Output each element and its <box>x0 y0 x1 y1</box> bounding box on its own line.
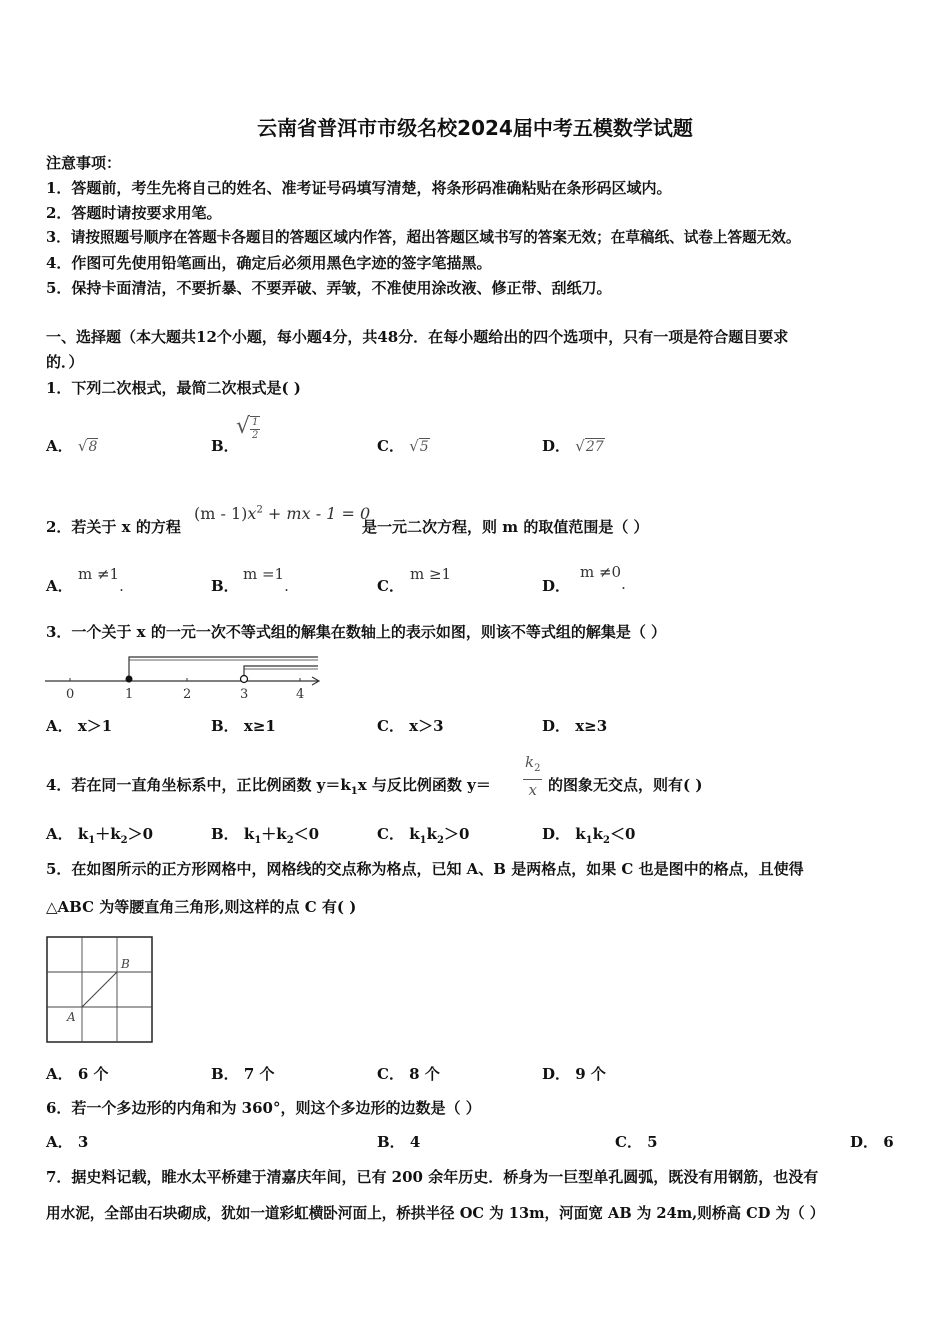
q2-option-d-label: D． <box>542 577 571 595</box>
tick-label: 0 <box>66 687 75 702</box>
number-line-figure <box>40 652 330 704</box>
option-dot: . <box>621 575 626 593</box>
question-5-line1: 5．在如图所示的正方形网格中，网格线的交点称为格点，已知 A、B 是两格点，如果 C 也是图中的格点，且使得 <box>46 860 804 878</box>
option-part: ＞0 <box>127 825 154 843</box>
sqrt-expression: √ $\frac{1}{2}$ <box>236 414 259 441</box>
sqrt-expression: √27 <box>575 437 604 455</box>
subscript: 1 <box>350 786 358 797</box>
square-grid-figure <box>45 935 155 1045</box>
subscript: 2 <box>286 835 294 846</box>
notes-item: 5．保持卡面清洁，不要折暴、不要弄破、弄皱，不准使用涂改液、修正带、刮纸刀。 <box>46 279 612 297</box>
q4-option-d <box>542 824 635 851</box>
fraction <box>250 416 260 442</box>
subscript: 2 <box>436 835 444 846</box>
radicand: 5 <box>419 439 429 455</box>
question-5-line2: △ABC 为等腰直角三角形,则这样的点 C 有( ) <box>46 898 357 916</box>
hollow-dot-icon <box>241 676 248 683</box>
option-part: ＜0 <box>293 825 320 843</box>
subscript: 2 <box>603 835 610 846</box>
q6-option-c: C． 5 <box>615 1133 658 1151</box>
q1-option-b <box>211 436 239 456</box>
option-part: k <box>592 825 604 843</box>
subscript: 1 <box>419 835 427 846</box>
option-label: B． <box>211 825 239 843</box>
option-part: k <box>409 825 420 843</box>
q2-option-d <box>580 563 626 593</box>
option-dot: . <box>119 577 124 595</box>
option-part: k <box>243 825 255 843</box>
option-value: m =1 <box>243 565 285 583</box>
notes-heading: 注意事项： <box>46 154 122 172</box>
q1-option-d <box>542 436 605 457</box>
q1-option-a <box>46 436 98 457</box>
notes-item: 3．请按照题号顺序在答题卡各题目的答题区域内作答，超出答题区域书写的答案无效；在草稿纸、试卷上答题无效。 <box>46 229 801 246</box>
q2-option-c <box>410 565 451 583</box>
question-2-stem-a: 2．若关于 x 的方程 <box>46 518 181 536</box>
notes-item: 4．作图可先使用铅笔画出，确定后必须用黑色字迹的签字笔描黑。 <box>46 254 492 272</box>
q6-option-d: D． 6 <box>850 1133 894 1151</box>
fraction <box>523 752 542 800</box>
radicand: 8 <box>88 439 98 455</box>
option-value: m ≠1 <box>78 565 120 583</box>
q4-option-a <box>46 824 153 851</box>
option-dot: . <box>284 577 289 595</box>
segment-ab <box>82 972 117 1007</box>
question-4-stem-end: 的图象无交点，则有( ) <box>548 776 703 794</box>
question-7-line1: 7．据史料记载，睢水太平桥建于清嘉庆年间，已有 200 余年历史．桥身为一巨型单孔圆弧，既没有用钢筋，也没有 <box>46 1168 819 1186</box>
notes-item: 1．答题前，考生先将自己的姓名、准考证号码填写清楚，将条形码准确粘贴在条形码区域内。 <box>46 179 672 197</box>
option-label: C． <box>377 825 404 843</box>
equation-part: + mx - 1 = 0 <box>262 504 371 523</box>
tick-label: 2 <box>183 687 192 702</box>
option-part: ＞0 <box>443 825 470 843</box>
equation-exponent: 2 <box>256 504 263 516</box>
option-label: B． <box>211 437 239 455</box>
subscript: 2 <box>120 835 128 846</box>
point-label-a: A <box>67 1010 76 1024</box>
question-6-stem: 6．若一个多边形的内角和为 360°，则这个多边形的边数是（ ） <box>46 1099 481 1117</box>
tick-label: 4 <box>296 687 305 702</box>
sqrt-expression: √8 <box>77 437 98 455</box>
option-value: m ≠0 <box>580 563 622 581</box>
question-1-stem: 1．下列二次根式，最简二次根式是( ) <box>46 379 301 397</box>
q3-option-d: D． x≥3 <box>542 717 608 735</box>
subscript: 1 <box>88 835 96 846</box>
range-bracket-x-gt-3 <box>244 666 318 679</box>
option-part: ＋k <box>95 825 121 843</box>
option-label: A． <box>46 825 73 843</box>
q4-option-b <box>211 824 319 851</box>
option-value: m ≥1 <box>410 565 452 583</box>
option-part: k <box>77 825 89 843</box>
q2-option-b-label: B． <box>211 577 239 595</box>
equation-part: (m - 1) <box>194 504 248 523</box>
equation <box>194 504 370 523</box>
option-part: k <box>426 825 437 843</box>
fraction-denominator: 2 <box>252 429 259 441</box>
q3-option-b: B． x≥1 <box>211 717 276 735</box>
point-label-b: B <box>121 957 130 971</box>
fraction-numerator <box>523 752 542 780</box>
option-label: D． <box>542 437 571 455</box>
notes-item: 2．答题时请按要求用笔。 <box>46 204 222 222</box>
equation-var: x <box>247 504 257 523</box>
option-label: C． <box>377 437 404 455</box>
stem-text: x 与反比例函数 y＝ <box>357 776 491 794</box>
q3-option-c: C． x＞3 <box>377 717 444 735</box>
q2-option-a-label: A． <box>46 577 73 595</box>
question-4-stem <box>46 775 491 802</box>
q6-option-b: B． 4 <box>377 1133 421 1151</box>
subscript: 1 <box>254 835 262 846</box>
q2-option-a <box>78 565 124 595</box>
sqrt-fraction-expression <box>236 414 260 442</box>
q5-option-d: D． 9 个 <box>542 1065 606 1083</box>
question-3-stem: 3．一个关于 x 的一元一次不等式组的解集在数轴上的表示如图，则该不等式组的解集是（ ） <box>46 623 667 641</box>
fraction-k2-over-x <box>523 752 542 800</box>
q3-option-a: A． x＞1 <box>46 717 113 735</box>
question-7-line2: 用水泥，全部由石块砌成，犹如一道彩虹横卧河面上，桥拱半径 OC 为 13m，河面宽 AB 为 24m,则桥高 CD 为（ ） <box>46 1205 825 1222</box>
fraction-denominator: x <box>528 781 537 799</box>
option-label: A． <box>46 437 73 455</box>
section-heading: 一、选择题（本大题共12个小题，每小题4分，共48分．在每小题给出的四个选项中，只有一项是符合题目要求 <box>46 328 789 346</box>
option-part: ＋k <box>261 825 287 843</box>
option-label: D． <box>542 825 571 843</box>
stem-text: 4．若在同一直角坐标系中，正比例函数 y＝k <box>46 776 351 794</box>
subscript: 1 <box>585 835 593 846</box>
q6-option-a: A． 3 <box>46 1133 89 1151</box>
question-2-stem-b: 是一元二次方程，则 m 的取值范围是（ ） <box>362 518 649 536</box>
fraction-numerator: 1 <box>252 416 259 428</box>
q5-option-c: C． 8 个 <box>377 1065 440 1083</box>
radicand: 27 <box>585 439 604 455</box>
q5-option-b: B． 7 个 <box>211 1065 275 1083</box>
fraction-var: k <box>525 753 535 771</box>
tick-label: 1 <box>125 687 134 702</box>
q2-option-c-label: C． <box>377 577 404 595</box>
q1-option-c <box>377 436 430 457</box>
q2-option-b <box>243 565 289 595</box>
q5-option-a: A． 6 个 <box>46 1065 109 1083</box>
q4-option-c <box>377 824 469 851</box>
sqrt-expression: √5 <box>409 437 429 455</box>
tick-label: 3 <box>240 687 249 702</box>
subscript: 2 <box>534 763 541 774</box>
option-part: k <box>575 825 586 843</box>
section-heading-cont: 的．） <box>46 353 84 371</box>
page-title: 云南省普洱市市级名校2024届中考五模数学试题 <box>257 116 693 140</box>
option-part: ＜0 <box>610 825 636 843</box>
solid-dot-icon <box>126 676 133 683</box>
